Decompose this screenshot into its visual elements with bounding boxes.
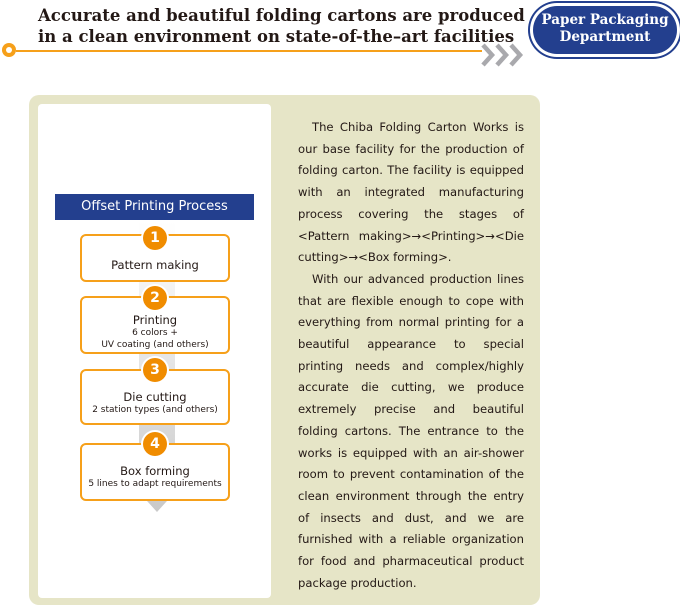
step-number-badge: 4: [143, 432, 167, 456]
ring-bullet-icon: [2, 43, 16, 57]
step-detail: UV coating (and others): [101, 340, 209, 350]
header-divider: [16, 50, 482, 52]
triple-chevron-icon: [480, 40, 526, 70]
process-step-die-cutting: [80, 362, 230, 425]
process-title: Offset Printing Process: [55, 194, 254, 220]
headline-line-2: in a clean environment on state-of-the–art facilities: [38, 27, 515, 46]
step-number-badge: 3: [143, 358, 167, 382]
headline-line-1: Accurate and beautiful folding cartons are produced: [38, 6, 525, 25]
department-label-line-1: Paper Packaging: [541, 12, 669, 28]
step-name: Box forming: [120, 464, 190, 478]
step-name: Pattern making: [111, 258, 199, 272]
step-number-badge: 1: [143, 226, 167, 250]
description-text: [298, 117, 524, 594]
process-step-printing: [80, 290, 230, 354]
step-name: Printing: [132, 313, 178, 327]
step-detail: 6 colors +: [132, 328, 178, 338]
step-detail: 5 lines to adapt requirements: [88, 479, 222, 489]
step-number-badge: 2: [143, 286, 167, 310]
process-step-box-forming: [80, 436, 230, 501]
department-badge: [533, 6, 677, 54]
step-detail: 2 station types (and others): [92, 405, 218, 415]
process-step-pattern-making: [80, 230, 230, 282]
department-label-line-2: Department: [559, 29, 651, 45]
step-name: Die cutting: [123, 390, 187, 404]
description-paragraph: With our advanced production lines that are flexible enough to cope with everything from normal printing for a beautiful appearance to special printing needs and complex/highly accurate die cutting, we produce extremely precise and beautiful folding cartons. The entrance to the works is equipped with an air-shower room to prevent contamination of the clean environment through the entry of insects and dust, and we are furnished with a reliable organization for food and pharmaceutical product package production.: [298, 271, 524, 590]
page-headline: [38, 5, 525, 47]
description-paragraph: The Chiba Folding Carton Works is our base facility for the production of folding carton. The facility is equipped with an integrated manufacturing process covering the stages of <Pattern making>→<Printing>→<Die cutting>→<Box forming>.: [298, 120, 524, 265]
department-label: [533, 12, 677, 46]
